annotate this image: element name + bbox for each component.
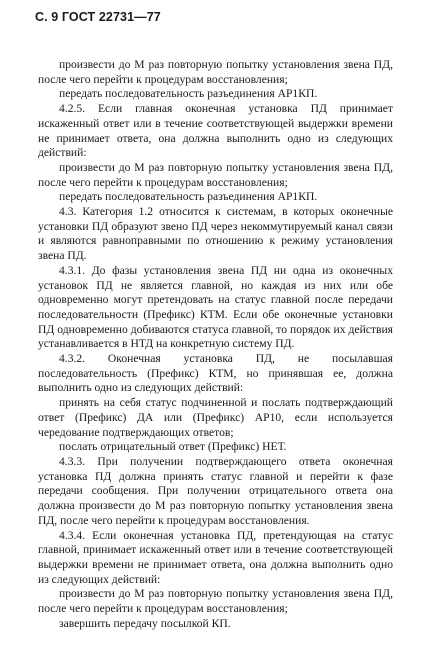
paragraph: передать последовательность разъединения АР1КП.	[59, 190, 318, 204]
paragraph: 4.3.3. При получении подтверждающего ответа оконечная установка ПД должна принять статус главной и перейти к фазе передачи сообщения. При получении отрицательного ответа она должна произвести до М раз повторную попытку установления звена ПД, после чего перейти к процедурам восстановления.	[38, 454, 393, 527]
paragraph: произвести до М раз повторную попытку установления звена ПД, после чего перейти к процедурам восстановления;	[38, 58, 393, 86]
paragraph: произвести до М раз повторную попытку установления звена ПД, после чего перейти к процедурам восстановления;	[38, 160, 393, 189]
page-header: С. 9 ГОСТ 22731—77	[35, 10, 161, 24]
paragraph: 4.3. Категория 1.2 относится к системам, в которых оконечные установки ПД образуют звено ПД через некоммутируемый канал связи и являются равноправными по отношению к режиму установления звена ПД.	[38, 205, 393, 263]
paragraph: 4.3.2. Оконечная установка ПД, не посылавшая последовательность (Префикс) КТМ, но принявшая ее, должна выполнить одно из следующих действий:	[38, 352, 393, 395]
paragraph: принять на себя статус подчиненной и послать подтверждающий ответ (Префикс) ДА или (Префикс) АР10, если используется чередование подтверждающих ответов;	[38, 396, 393, 439]
paragraph: 4.3.4. Если оконечная установка ПД, претендующая на статус главной, принимает искаженный ответ или в течение соответствующей выдержки времени не принимает ответа, она должна выполнить одно из следующих действий:	[38, 528, 393, 586]
paragraph: 4.2.5. Если главная оконечная установка ПД принимает искаженный ответ или в течение соответствующей выдержки времени не принимает ответа, она должна выполнить одно из следующих действий:	[38, 102, 393, 160]
paragraph: передать последовательность разъединения АР1КП.	[59, 87, 318, 101]
document-body	[38, 58, 393, 631]
paragraph: завершить передачу посылкой КП.	[59, 616, 231, 630]
paragraph: произвести до М раз повторную попытку установления звена ПД, после чего перейти к процедурам восстановления;	[38, 587, 393, 616]
paragraph: послать отрицательный ответ (Префикс) НЕТ.	[59, 440, 287, 454]
paragraph: 4.3.1. До фазы установления звена ПД ни одна из оконечных установок ПД не является главной, но каждая из них или обе одновременно могут претендовать на статус главной после передачи последовательности (Префикс) КТМ. Если обе оконечные установки ПД одновременно добиваются статуса главной, то порядок их действия устанавливается в НТД на конкретную систему ПД.	[38, 263, 393, 351]
